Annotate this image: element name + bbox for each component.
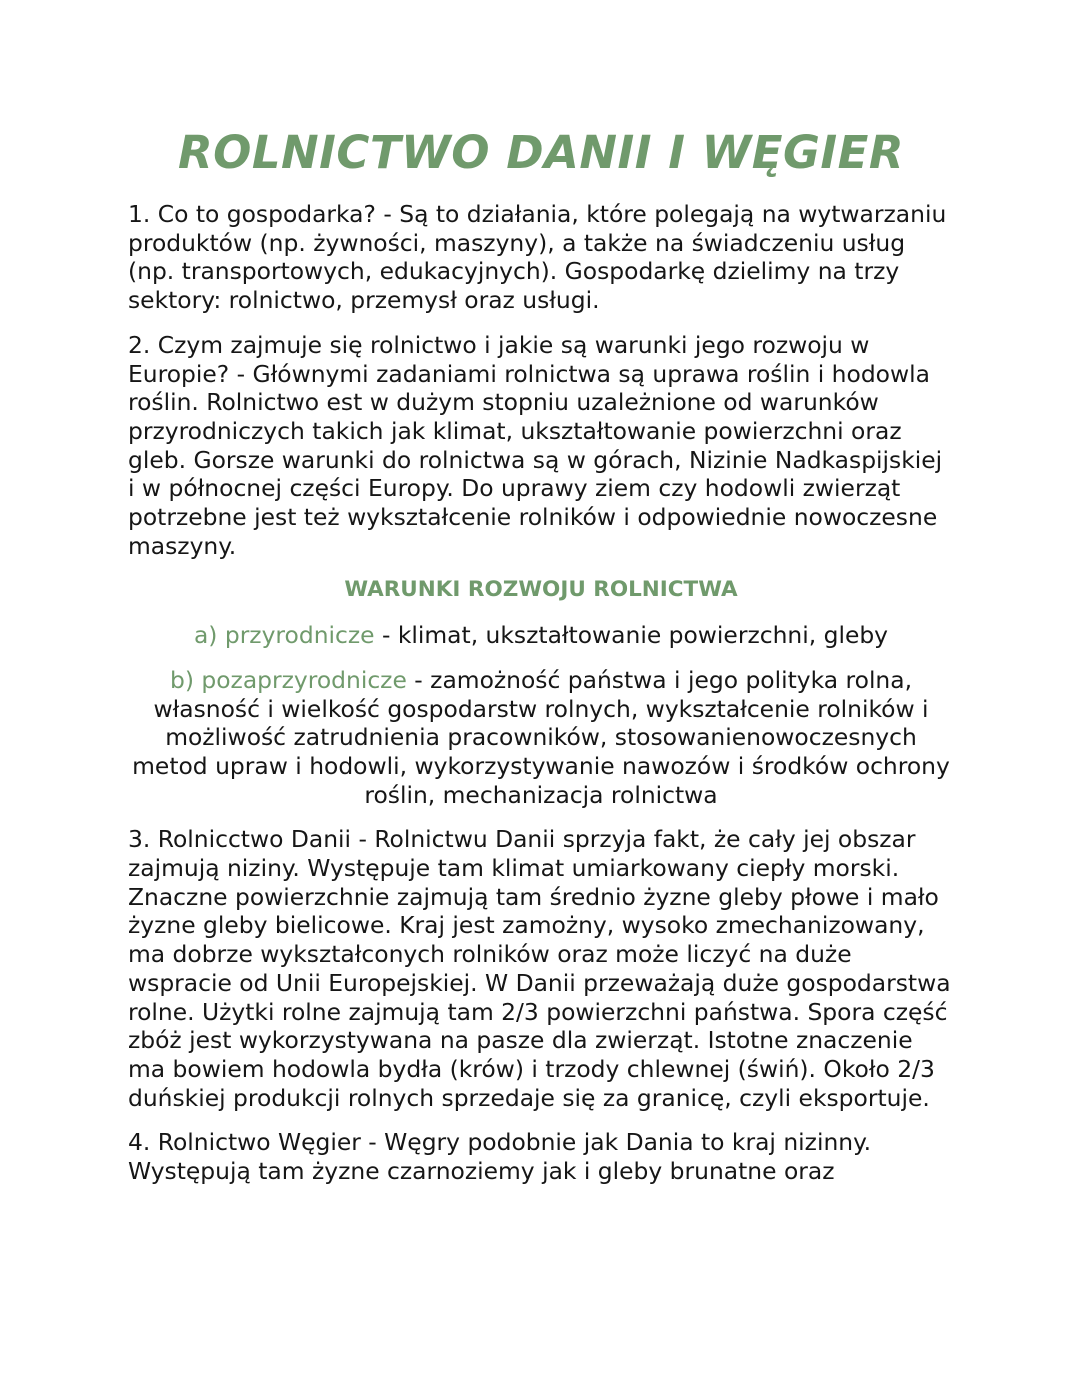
condition-natural-label: a) przyrodnicze [193, 621, 375, 650]
condition-non-natural [128, 666, 954, 810]
condition-natural-text: - klimat, ukształtowanie powierzchni, gleby [374, 621, 889, 650]
condition-non-natural-text: - zamożność państwa i jego polityka rolna, własność i wielkość gospodarstw rolnych, wykształcenie rolników i możliwość zatrudnienia pracowników, stosowanienowoczesnych metod upraw i hodowli, wykorzystywanie nawozów i środków ochrony roślin, mechanizacja rolnictwa [132, 665, 950, 809]
conditions-heading: WARUNKI ROZWOJU ROLNICTWA [344, 577, 738, 603]
condition-non-natural-label: b) pozaprzyrodnicze [169, 665, 407, 694]
paragraph-economy: 1. Co to gospodarka? - Są to działania, które polegają na wytwarzaniu produktów (np. żywności, maszyny), a także na świadczeniu usług (np. transportowych, edukacyjnych). Gospodarkę dzielimy na trzy sektory: rolnictwo, przemysł oraz usługi. [128, 200, 947, 315]
condition-natural [128, 621, 954, 650]
paragraph-agriculture-conditions: 2. Czym zajmuje się rolnictwo i jakie są warunki jego rozwoju w Europie? - Głównymi zadaniami rolnictwa są uprawa roślin i hodowla roślin. Rolnictwo est w dużym stopniu uzależnione od warunków przyrodniczych takich jak klimat, ukształtowanie powierzchni oraz gleb. Gorsze warunki do rolnictwa są w górach, Nizinie Nadkaspijskiej i w północnej części Europy. Do uprawy ziem czy hodowli zwierząt potrzebne jest też wykształcenie rolników i odpowiednie nowoczesne maszyny. [128, 330, 943, 560]
paragraph-hungary: 4. Rolnictwo Węgier - Węgry podobnie jak Dania to kraj nizinny. Występują tam żyzne czarnoziemy jak i gleby brunatne oraz [128, 1128, 872, 1186]
document-title: ROLNICTWO DANII I WĘGIER [177, 126, 905, 179]
paragraph-denmark: 3. Rolnicctwo Danii - Rolnictwu Danii sprzyja fakt, że cały jej obszar zajmują niziny. Występuje tam klimat umiarkowany ciepły morski. Znaczne powierzchnie zajmują tam średnio żyzne gleby płowe i mało żyzne gleby bielicowe. Kraj jest zamożny, wysoko zmechanizowany, ma dobrze wykształconych rolników oraz może liczyć na duże wspracie od Unii Europejskiej. W Danii przeważają duże gospodarstwa rolne. Użytki rolne zajmują tam 2/3 powierzchni państwa. Spora część zbóż jest wykorzystywana na pasze dla zwierząt. Istotne znaczenie ma bowiem hodowla bydła (krów) i trzody chlewnej (świń). Około 2/3 duńskiej produkcji rolnych sprzedaje się za granicę, czyli eksportuje. [128, 825, 951, 1112]
